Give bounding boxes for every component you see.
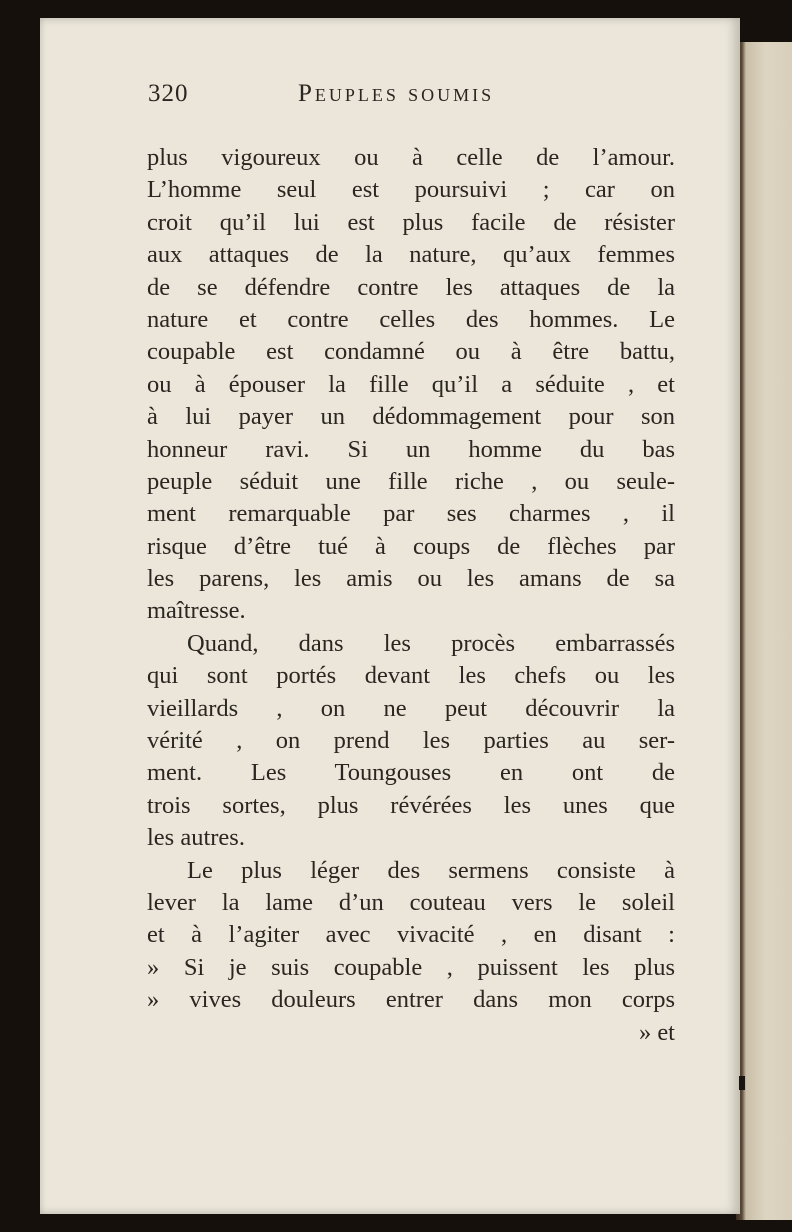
text-line: ment. Les Toungouses en ont de xyxy=(147,759,675,787)
catchword-line: » et xyxy=(638,1018,675,1046)
text-line: de se défendre contre les attaques de la xyxy=(147,273,675,301)
text-line: croit qu’il lui est plus facile de résister xyxy=(147,208,675,236)
paragraph-start-line: Quand, dans les procès embarrassés xyxy=(187,629,675,657)
text-line: les parens, les amis ou les amans de sa xyxy=(147,565,675,593)
text-line: et à l’agiter avec vivacité , en disant : xyxy=(147,921,675,949)
paragraph-start-line: Le plus léger des sermens consiste à xyxy=(187,856,675,884)
text-line: risque d’être tué à coups de flèches par xyxy=(147,532,675,560)
text-line: » vives douleurs entrer dans mon corps xyxy=(147,986,675,1014)
text-line: maîtresse. xyxy=(147,597,246,625)
page-header xyxy=(148,80,508,116)
next-page-edge xyxy=(736,42,792,1220)
text-line: vérité , on prend les parties au ser- xyxy=(147,727,675,755)
text-line: nature et contre celles des hommes. Le xyxy=(147,305,675,333)
text-line: vieillards , on ne peut découvrir la xyxy=(147,694,675,722)
text-line: trois sortes, plus révérées les unes que xyxy=(147,791,675,819)
text-line: coupable est condamné ou à être battu, xyxy=(147,338,675,366)
text-line: » Si je suis coupable , puissent les plus xyxy=(147,953,675,981)
text-line: L’homme seul est poursuivi ; car on xyxy=(147,176,675,204)
text-line: honneur ravi. Si un homme du bas xyxy=(147,435,675,463)
text-line: à lui payer un dédommagement pour son xyxy=(147,403,675,431)
text-line: plus vigoureux ou à celle de l’amour. xyxy=(147,144,675,171)
body-text xyxy=(147,142,675,1049)
text-line: lever la lame d’un couteau vers le soleil xyxy=(147,888,675,916)
page-number: 320 xyxy=(148,80,189,107)
text-line: qui sont portés devant les chefs ou les xyxy=(147,662,675,690)
running-head: Peuples soumis xyxy=(298,80,495,107)
text-line: ment remarquable par ses charmes , il xyxy=(147,500,675,528)
text-line: les autres. xyxy=(147,824,245,852)
text-line: aux attaques de la nature, qu’aux femmes xyxy=(147,241,675,269)
spine-mark xyxy=(739,1076,745,1090)
text-line: ou à épouser la fille qu’il a séduite , et xyxy=(147,370,675,398)
text-line: peuple séduit une fille riche , ou seule- xyxy=(147,467,675,495)
